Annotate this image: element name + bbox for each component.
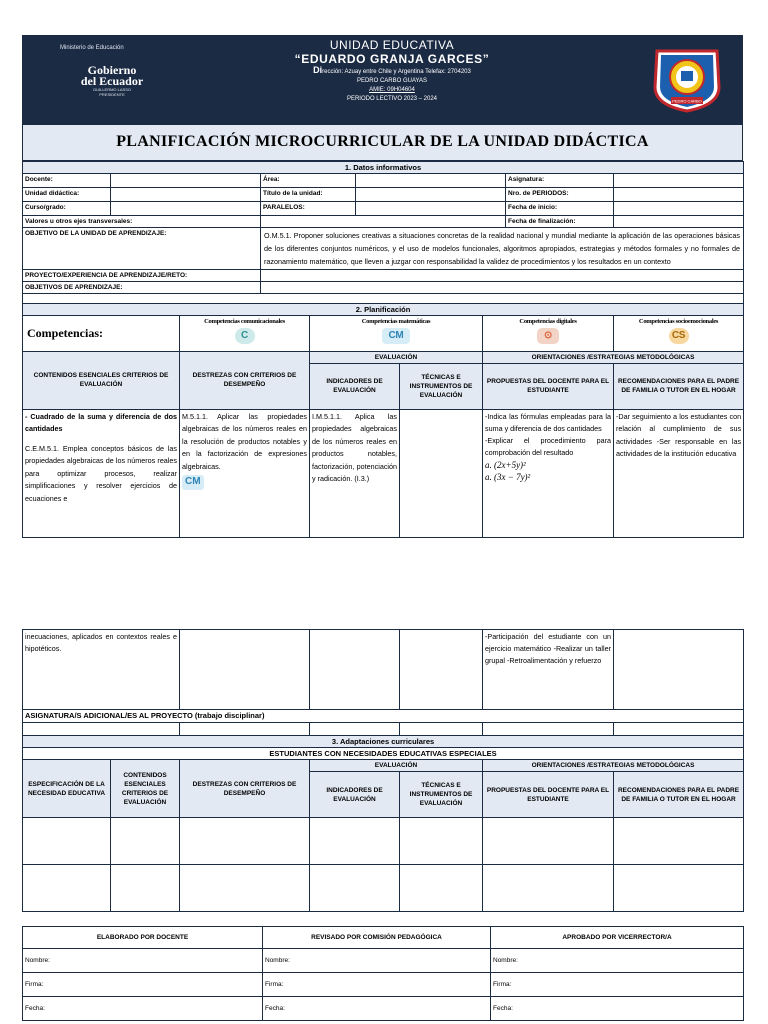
nee-cell[interactable] <box>23 818 111 865</box>
cell-destrezas <box>180 409 310 537</box>
nee-cell[interactable] <box>180 818 310 865</box>
competencia-matematica: Competencias matemáticas CM <box>310 315 483 351</box>
label-docente: Docente: <box>23 174 111 188</box>
field-fecha-fin[interactable] <box>614 216 744 228</box>
label-asignatura: Asignatura: <box>506 174 614 188</box>
planificacion-table <box>22 303 744 538</box>
school-seal-icon <box>649 47 725 113</box>
label-area: Área: <box>261 174 356 188</box>
school-period: PERIODO LECTIVO 2023 – 2024 <box>346 96 438 102</box>
head-evaluacion-nee: EVALUACIÓN <box>310 760 483 772</box>
field-paralelos[interactable] <box>356 202 506 216</box>
head-propuestas: PROPUESTAS DEL DOCENTE PARA EL ESTUDIANTE <box>483 363 614 409</box>
field-titulo-unidad[interactable] <box>356 188 506 202</box>
sig-elaborado: ELABORADO POR DOCENTE <box>23 927 263 949</box>
asignaturas-adicionales: ASIGNATURA/S ADICIONAL/ES AL PROYECTO (trabajo disciplinar) <box>23 710 744 723</box>
document-title: PLANIFICACIÓN MICROCURRICULAR DE LA UNIDAD DIDÁCTICA <box>22 125 743 161</box>
cell-contenidos <box>23 409 180 537</box>
nee-cell[interactable] <box>310 818 400 865</box>
page-one <box>22 35 743 538</box>
sig-nombre-vicerrector[interactable]: Nombre: <box>491 949 744 973</box>
sig-firma-comision[interactable]: Firma: <box>263 973 491 997</box>
sig-fecha-docente[interactable]: Fecha: <box>23 997 263 1021</box>
asignatura-cell-1[interactable] <box>23 723 180 736</box>
cell-propuestas: -Indica las fórmulas empleadas para la suma y diferencia de dos cantidades -Explicar el procedimiento para comprobación del resultado a. (2x+5y)² a. (3x − 7y)² <box>483 409 614 537</box>
nee-cell[interactable] <box>400 865 483 912</box>
nee-cell[interactable] <box>483 818 614 865</box>
header-banner <box>22 35 743 125</box>
field-objetivos-aprendizaje[interactable] <box>261 282 744 294</box>
school-kind: UNIDAD EDUCATIVA <box>329 38 455 52</box>
comunicacional-icon: C <box>235 328 255 344</box>
planificacion-continuation-table <box>22 629 744 736</box>
asignatura-cell-2[interactable] <box>180 723 310 736</box>
asignatura-cell-3[interactable] <box>310 723 400 736</box>
head-tecnicas: TÉCNICAS E INSTRUMENTOS DE EVALUACIÓN <box>400 363 483 409</box>
cell-destrezas-cont[interactable] <box>180 630 310 710</box>
sig-nombre-docente[interactable]: Nombre: <box>23 949 263 973</box>
head-propuestas-nee: PROPUESTAS DEL DOCENTE PARA EL ESTUDIANTE <box>483 772 614 818</box>
label-paralelos: PARALELOS: <box>261 202 356 216</box>
field-area[interactable] <box>356 174 506 188</box>
matematica-icon: CM <box>382 328 410 344</box>
nee-cell[interactable] <box>614 865 744 912</box>
sig-firma-docente[interactable]: Firma: <box>23 973 263 997</box>
nee-heading: ESTUDIANTES CON NECESIDADES EDUCATIVAS ESPECIALES <box>23 748 744 760</box>
label-valores: Valores u otros ejes transversales: <box>23 216 261 228</box>
cell-indicadores-cont[interactable] <box>310 630 400 710</box>
ministry-label: Ministerio de Educación <box>60 45 124 51</box>
nee-cell[interactable] <box>483 865 614 912</box>
cell-propuestas-cont: -Participación del estudiante con un ejercicio matemático -Realizar un taller grupal -Retroalimentación y refuerzo <box>483 630 614 710</box>
cell-recomendaciones-cont[interactable] <box>614 630 744 710</box>
sig-firma-vicerrector[interactable]: Firma: <box>491 973 744 997</box>
head-indicadores: INDICADORES DE EVALUACIÓN <box>310 363 400 409</box>
field-curso[interactable] <box>111 202 261 216</box>
nee-cell[interactable] <box>310 865 400 912</box>
competencia-socioemocional: Competencias socioemocionales CS <box>614 315 744 351</box>
label-fecha-inicio: Fecha de inicio: <box>506 202 614 216</box>
destreza-cm-icon: CM <box>182 475 204 490</box>
gobierno-logo: Gobierno del Ecuador GUILLERMO LASSO PRESIDENTE <box>80 63 144 97</box>
digital-icon: ⊙ <box>537 328 559 344</box>
label-fecha-fin: Fecha de finalización: <box>506 216 614 228</box>
cell-recomendaciones: -Dar seguimiento a los estudiantes con relación al cumplimiento de sus actividades -Ser responsable en las actividades de la institución educativa <box>614 409 744 537</box>
objetivo-unidad-text: O.M.5.1. Proponer soluciones creativas a situaciones concretas de la realidad nacional y mundial mediante la aplicación de las operaciones básicas de los diferentes conjuntos numéricos, y el uso de modelos funcionales, algoritmos apropiados, estrategias y métodos formales y no formales de razonamiento matemático, que lleven a juzgar con responsabilidad la validez de procedimientos y los resultados en un contexto <box>261 228 744 270</box>
head-contenidos-nee: CONTENIDOS ESENCIALES CRITERIOS DE EVALUACIÓN <box>111 760 180 818</box>
head-indicadores-nee: INDICADORES DE EVALUACIÓN <box>310 772 400 818</box>
head-recomendaciones: RECOMENDACIONES PARA EL PADRE DE FAMILIA O TUTOR EN EL HOGAR <box>614 363 744 409</box>
formula-b: a. (3x − 7y)² <box>485 471 531 482</box>
head-destrezas: DESTREZAS CON CRITERIOS DE DESEMPEÑO <box>180 351 310 409</box>
cell-contenidos-cont: inecuaciones, aplicados en contextos reales e hipotéticos. <box>23 630 180 710</box>
sig-aprobado: APROBADO POR VICERRECTOR/A <box>491 927 744 949</box>
head-evaluacion: EVALUACIÓN <box>310 351 483 363</box>
svg-text:PEDRO CARBO: PEDRO CARBO <box>672 98 702 104</box>
asignatura-cell-5[interactable] <box>483 723 614 736</box>
label-periodos: Nro. de PERIODOS: <box>506 188 614 202</box>
school-name: “EDUARDO GRANJA GARCES” <box>294 52 490 66</box>
nee-cell[interactable] <box>23 865 111 912</box>
nee-cell[interactable] <box>180 865 310 912</box>
contenido-title: - Cuadrado de la suma y diferencia de dos cantidades <box>25 411 177 433</box>
socioemocional-icon: CS <box>669 328 689 344</box>
label-proyecto: PROYECTO/EXPERIENCIA DE APRENDIZAJE/RETO: <box>23 270 261 282</box>
section-datos: 1. Datos informativos <box>23 162 744 174</box>
label-titulo-unidad: Título de la unidad: <box>261 188 356 202</box>
destreza-text: M.5.1.1. Aplicar las propiedades algebraicas de los números reales en la resolución de productos notables y en la factorización de expresiones algebraicas. <box>182 411 307 471</box>
head-orientaciones-nee: ORIENTACIONES /ESTRATEGIAS METODOLÓGICAS <box>483 760 744 772</box>
field-unidad[interactable] <box>111 188 261 202</box>
nee-cell[interactable] <box>111 818 180 865</box>
sig-revisado: REVISADO POR COMISIÓN PEDAGÓGICA <box>263 927 491 949</box>
cell-tecnicas-cont[interactable] <box>400 630 483 710</box>
head-tecnicas-nee: TÉCNICAS E INSTRUMENTOS DE EVALUACIÓN <box>400 772 483 818</box>
section-adaptaciones: 3. Adaptaciones curriculares <box>23 736 744 748</box>
formula-a: a. (2x+5y)² <box>485 459 526 470</box>
competencia-comunicacional: Competencias comunicacionales C <box>180 315 310 351</box>
field-fecha-inicio[interactable] <box>614 202 744 216</box>
cell-tecnicas[interactable] <box>400 409 483 537</box>
head-especificacion: ESPECIFICACIÓN DE LA NECESIDAD EDUCATIVA <box>23 760 111 818</box>
page-two <box>22 629 743 1021</box>
asignatura-cell-4[interactable] <box>400 723 483 736</box>
school-amie: AMIE: 09H04604 <box>369 87 415 93</box>
nee-cell[interactable] <box>111 865 180 912</box>
asignatura-cell-6[interactable] <box>614 723 744 736</box>
head-contenidos: CONTENIDOS ESENCIALES CRITERIOS DE EVALUACIÓN <box>23 351 180 409</box>
cell-indicadores: I.M.5.1.1. Aplica las propiedades algebraicas de los números reales en productos notables, factorización, potenciación y radicación. (I.3.) <box>310 409 400 537</box>
field-docente[interactable] <box>111 174 261 188</box>
adaptaciones-table <box>22 735 744 912</box>
nee-cell[interactable] <box>614 818 744 865</box>
competencias-label: Competencias: <box>23 315 180 351</box>
school-heading <box>242 38 542 104</box>
field-asignatura[interactable] <box>614 174 744 188</box>
section-planificacion: 2. Planificación <box>23 303 744 315</box>
head-recomendaciones-nee: RECOMENDACIONES PARA EL PADRE DE FAMILIA O TUTOR EN EL HOGAR <box>614 772 744 818</box>
field-periodos[interactable] <box>614 188 744 202</box>
school-address: Dirección: Azuay entre Chile y Argentina Telefax: 2704203 <box>313 65 471 75</box>
sig-nombre-comision[interactable]: Nombre: <box>263 949 491 973</box>
school-city: PEDRO CARBO GUAYAS <box>356 78 428 84</box>
field-valores[interactable] <box>261 216 506 228</box>
datos-informativos-table <box>22 161 744 304</box>
sig-fecha-comision[interactable]: Fecha: <box>263 997 491 1021</box>
label-objetivo-unidad: OBJETIVO DE LA UNIDAD DE APRENDIZAJE: <box>23 228 261 270</box>
head-orientaciones: ORIENTACIONES /ESTRATEGIAS METODOLÓGICAS <box>483 351 744 363</box>
contenido-criterio: C.E.M.5.1. Emplea conceptos básicos de las propiedades algebraicas de los números reales para optimizar procesos, realizar simplificaciones y resolver ejercicios de ecuaciones e <box>25 443 177 503</box>
field-proyecto[interactable] <box>261 270 744 282</box>
label-objetivos-aprendizaje: OBJETIVOS DE APRENDIZAJE: <box>23 282 261 294</box>
nee-cell[interactable] <box>400 818 483 865</box>
label-unidad: Unidad didáctica: <box>23 188 111 202</box>
label-curso: Curso/grado: <box>23 202 111 216</box>
sig-fecha-vicerrector[interactable]: Fecha: <box>491 997 744 1021</box>
competencia-digital: Competencias digitales ⊙ <box>483 315 614 351</box>
signatures-table <box>22 926 744 1021</box>
head-destrezas-nee: DESTREZAS CON CRITERIOS DE DESEMPEÑO <box>180 760 310 818</box>
